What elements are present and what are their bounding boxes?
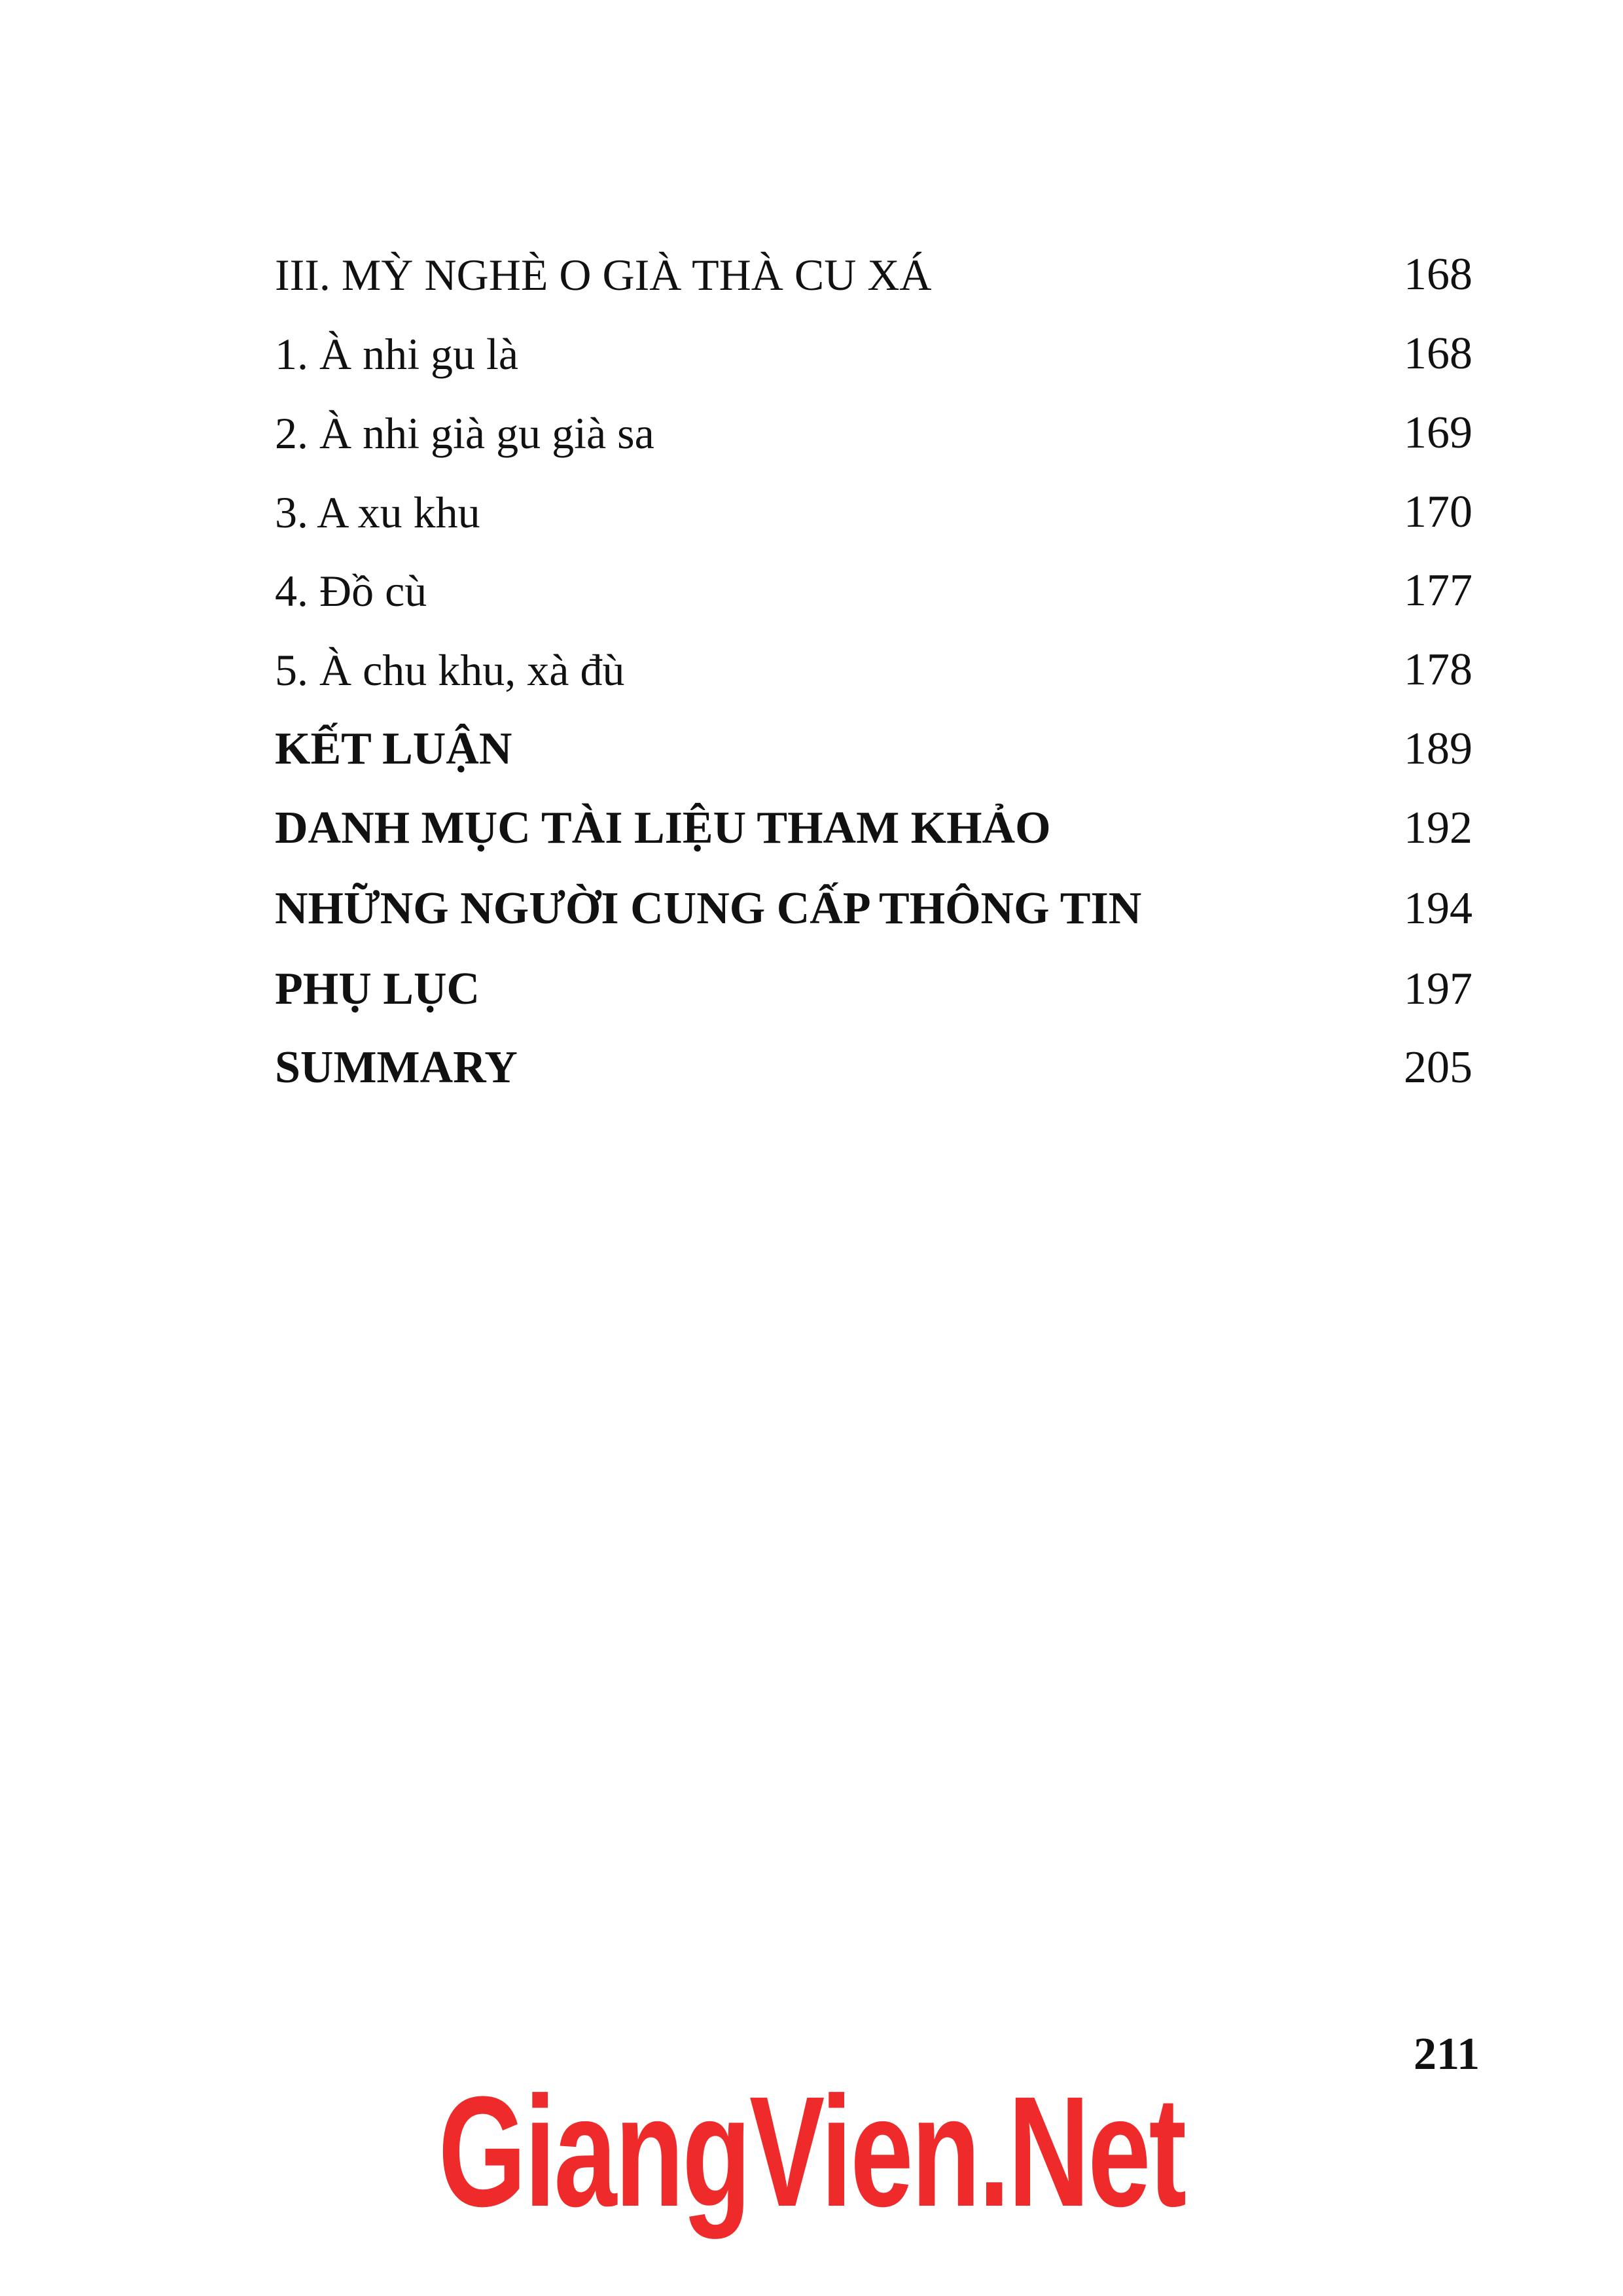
toc-title: 1. À nhi gu là <box>275 328 519 379</box>
toc-entry <box>275 239 1472 311</box>
watermark-text: GiangVien.Net <box>438 2064 1185 2239</box>
toc-page: 189 <box>1404 724 1472 774</box>
toc-entry <box>275 1032 1472 1104</box>
toc-page: 168 <box>1404 249 1472 300</box>
toc-page: 194 <box>1404 883 1472 934</box>
toc-entry <box>275 873 1472 945</box>
toc-entry <box>275 476 1472 548</box>
toc-title: DANH MỤC TÀI LIỆU THAM KHẢO <box>275 803 1051 853</box>
toc-entry <box>275 318 1472 390</box>
toc-page: 169 <box>1404 408 1472 458</box>
toc-title: PHỤ LỤC <box>275 964 480 1014</box>
toc-entry <box>275 555 1472 627</box>
toc-title: 5. À chu khu, xà đù <box>275 645 625 695</box>
toc-title: NHỮNG NGƯỜI CUNG CẤP THÔNG TIN <box>275 883 1142 934</box>
toc-page: 177 <box>1404 565 1472 616</box>
toc-entry <box>275 792 1472 864</box>
toc-title: KẾT LUẬN <box>275 724 512 774</box>
toc-page: 197 <box>1404 964 1472 1014</box>
toc-page: 170 <box>1404 487 1472 537</box>
toc-title: 3. A xu khu <box>275 487 480 537</box>
toc-title: 2. À nhi già gu già sa <box>275 408 654 458</box>
toc-entry <box>275 397 1472 469</box>
toc-title: III. MỲ NGHÈ O GIÀ THÀ CU XÁ <box>275 249 932 300</box>
toc-title: SUMMARY <box>275 1042 518 1093</box>
toc-entry <box>275 634 1472 706</box>
toc-title: 4. Đồ cù <box>275 565 427 616</box>
toc-entry <box>275 953 1472 1025</box>
toc-entry <box>275 713 1472 785</box>
watermark <box>0 2061 1623 2242</box>
toc-page: 178 <box>1404 645 1472 695</box>
toc-page: 205 <box>1404 1042 1472 1093</box>
toc-page: 168 <box>1404 328 1472 379</box>
page-number: 211 <box>1414 2029 1480 2079</box>
toc-page: 192 <box>1404 803 1472 853</box>
